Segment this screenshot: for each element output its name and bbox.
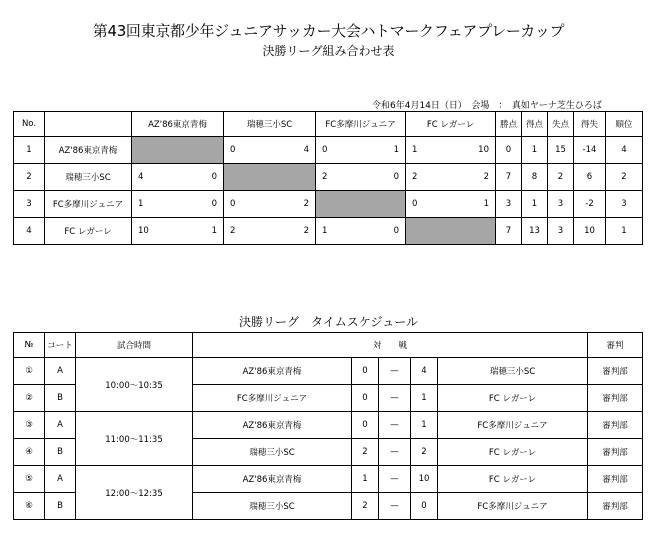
match-time: 12:00～12:35 — [76, 466, 193, 520]
score-right: 4 — [303, 145, 309, 155]
venue-date-line: 令和6年4月14日（日） 会場 ： 真如ヤーナ芝生ひろば — [372, 101, 602, 111]
score-cell — [224, 218, 316, 245]
match-no: ① — [14, 358, 45, 385]
home-team: AZ'86東京青梅 — [193, 412, 352, 439]
row-goals-against: 3 — [548, 218, 574, 245]
header-team-1: AZ'86東京青梅 — [132, 112, 224, 137]
score-right: 0 — [211, 172, 217, 182]
row-points: 0 — [496, 137, 522, 164]
match-time: 11:00～11:35 — [76, 412, 193, 466]
score-cell — [406, 137, 496, 164]
header-team-2: 瑞穂三小SC — [224, 112, 316, 137]
score-left: 1 — [322, 226, 328, 236]
row-rank: 3 — [606, 191, 643, 218]
row-no: 4 — [14, 218, 45, 245]
score-cell — [406, 164, 496, 191]
away-score: 1 — [411, 385, 438, 412]
match-court: A — [45, 358, 76, 385]
schedule-title: 決勝リーグ タイムスケジュール — [238, 315, 419, 329]
match-no: ④ — [14, 439, 45, 466]
score-dash: — — [379, 385, 411, 412]
header-team-3: FC多摩川ジュニア — [316, 112, 406, 137]
away-team: FC レガーレ — [438, 466, 588, 493]
results-table — [13, 111, 643, 245]
away-team: FC レガーレ — [438, 385, 588, 412]
results-header-row — [14, 112, 643, 137]
score-right: 0 — [211, 199, 217, 209]
home-score: 2 — [352, 439, 379, 466]
score-left: 1 — [138, 199, 144, 209]
score-right: 1 — [393, 145, 399, 155]
header-court: コート — [45, 333, 76, 358]
score-dash: — — [379, 439, 411, 466]
row-no: 2 — [14, 164, 45, 191]
home-score: 0 — [352, 412, 379, 439]
score-left: 0 — [322, 145, 328, 155]
away-score: 2 — [411, 439, 438, 466]
row-team: AZ'86東京青梅 — [45, 137, 132, 164]
schedule-row — [14, 466, 643, 493]
score-cell — [132, 191, 224, 218]
results-row — [14, 137, 643, 164]
home-team: AZ'86東京青梅 — [193, 466, 352, 493]
score-right: 0 — [393, 226, 399, 236]
score-cell — [316, 164, 406, 191]
score-cell — [132, 218, 224, 245]
score-cell — [224, 137, 316, 164]
away-score: 0 — [411, 493, 438, 520]
header-referee: 審判 — [588, 333, 643, 358]
home-team: 瑞穂三小SC — [193, 439, 352, 466]
row-goals-for: 1 — [522, 137, 548, 164]
row-rank: 4 — [606, 137, 643, 164]
header-goals-for: 得点 — [522, 112, 548, 137]
referee: 審判部 — [588, 358, 643, 385]
row-no: 3 — [14, 191, 45, 218]
row-goals-against: 15 — [548, 137, 574, 164]
row-goal-diff: -14 — [574, 137, 606, 164]
home-score: 1 — [352, 466, 379, 493]
score-right: 2 — [303, 199, 309, 209]
referee: 審判部 — [588, 385, 643, 412]
away-score: 4 — [411, 358, 438, 385]
score-dash: — — [379, 412, 411, 439]
away-team: FC レガーレ — [438, 439, 588, 466]
header-time: 試合時間 — [76, 333, 193, 358]
row-goals-against: 2 — [548, 164, 574, 191]
row-goals-against: 3 — [548, 191, 574, 218]
score-right: 2 — [483, 172, 489, 182]
row-rank: 2 — [606, 164, 643, 191]
header-team-4: FC レガーレ — [406, 112, 496, 137]
home-team: 瑞穂三小SC — [193, 493, 352, 520]
match-court: B — [45, 493, 76, 520]
score-cell — [406, 191, 496, 218]
match-court: A — [45, 466, 76, 493]
score-left: 2 — [412, 172, 418, 182]
score-left: 10 — [138, 226, 149, 236]
referee: 審判部 — [588, 439, 643, 466]
row-team: FC多摩川ジュニア — [45, 191, 132, 218]
home-score: 0 — [352, 385, 379, 412]
away-score: 1 — [411, 412, 438, 439]
score-left: 2 — [230, 226, 236, 236]
results-row — [14, 218, 643, 245]
away-team: FC多摩川ジュニア — [438, 493, 588, 520]
row-team: FC レガーレ — [45, 218, 132, 245]
schedule-row — [14, 358, 643, 385]
away-team: FC多摩川ジュニア — [438, 412, 588, 439]
score-right: 2 — [303, 226, 309, 236]
score-right: 10 — [478, 145, 489, 155]
schedule-header-row — [14, 333, 643, 358]
header-goal-diff: 得失 — [574, 112, 606, 137]
referee: 審判部 — [588, 412, 643, 439]
match-no: ③ — [14, 412, 45, 439]
home-team: AZ'86東京青梅 — [193, 358, 352, 385]
score-left: 0 — [230, 145, 236, 155]
row-team: 瑞穂三小SC — [45, 164, 132, 191]
row-goal-diff: 6 — [574, 164, 606, 191]
tournament-title: 第43回東京都少年ジュニアサッカー大会ハトマークフェアプレーカップ — [92, 22, 565, 40]
header-no: № — [14, 333, 45, 358]
row-rank: 1 — [606, 218, 643, 245]
score-left: 4 — [138, 172, 144, 182]
score-dash: — — [379, 358, 411, 385]
score-right: 1 — [211, 226, 217, 236]
row-points: 7 — [496, 218, 522, 245]
row-goals-for: 8 — [522, 164, 548, 191]
self-match-cell — [316, 191, 406, 218]
header-no: No. — [14, 112, 45, 137]
self-match-cell — [224, 164, 316, 191]
score-dash: — — [379, 466, 411, 493]
score-cell — [132, 164, 224, 191]
match-court: B — [45, 385, 76, 412]
self-match-cell — [132, 137, 224, 164]
self-match-cell — [406, 218, 496, 245]
row-goal-diff: 10 — [574, 218, 606, 245]
row-points: 7 — [496, 164, 522, 191]
match-time: 10:00～10:35 — [76, 358, 193, 412]
match-no: ⑤ — [14, 466, 45, 493]
score-cell — [224, 191, 316, 218]
score-right: 1 — [483, 199, 489, 209]
score-dash: — — [379, 493, 411, 520]
row-no: 1 — [14, 137, 45, 164]
score-left: 0 — [412, 199, 418, 209]
home-score: 0 — [352, 358, 379, 385]
score-left: 2 — [322, 172, 328, 182]
results-row — [14, 164, 643, 191]
row-goals-for: 1 — [522, 191, 548, 218]
match-court: A — [45, 412, 76, 439]
match-no: ⑥ — [14, 493, 45, 520]
score-right: 0 — [393, 172, 399, 182]
header-points: 勝点 — [496, 112, 522, 137]
tournament-subtitle: 決勝リーグ組み合わせ表 — [262, 44, 395, 58]
score-cell — [316, 218, 406, 245]
schedule-table — [13, 332, 643, 520]
referee: 審判部 — [588, 466, 643, 493]
schedule-row — [14, 412, 643, 439]
header-match: 対 戦 — [193, 333, 588, 358]
header-blank — [45, 112, 132, 137]
header-goals-against: 失点 — [548, 112, 574, 137]
score-left: 1 — [412, 145, 418, 155]
away-score: 10 — [411, 466, 438, 493]
match-no: ② — [14, 385, 45, 412]
away-team: 瑞穂三小SC — [438, 358, 588, 385]
score-cell — [316, 137, 406, 164]
referee: 審判部 — [588, 493, 643, 520]
row-goals-for: 13 — [522, 218, 548, 245]
row-points: 3 — [496, 191, 522, 218]
score-left: 0 — [230, 199, 236, 209]
header-rank: 順位 — [606, 112, 643, 137]
home-score: 2 — [352, 493, 379, 520]
row-goal-diff: -2 — [574, 191, 606, 218]
results-row — [14, 191, 643, 218]
match-court: B — [45, 439, 76, 466]
home-team: FC多摩川ジュニア — [193, 385, 352, 412]
